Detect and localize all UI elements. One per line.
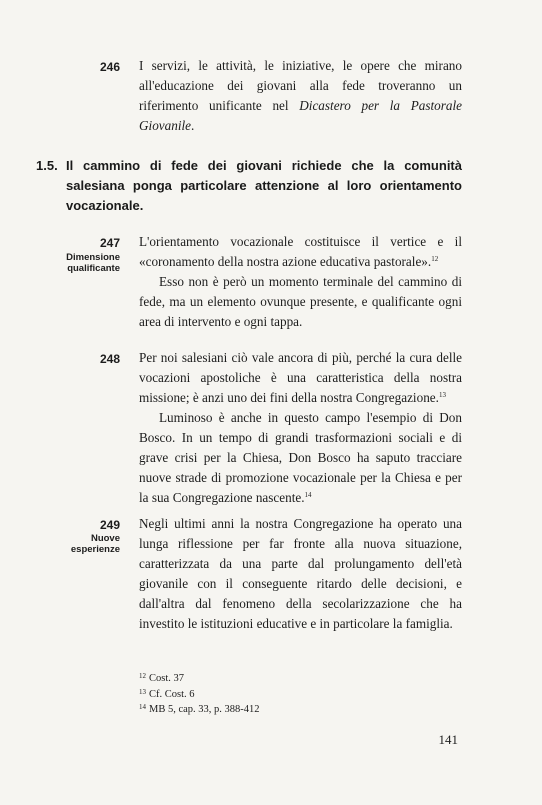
footnote-13 — [139, 686, 260, 702]
footnote-12 — [139, 670, 260, 686]
paragraph-246-italic: Dicastero per la Pastorale Giovanile — [139, 98, 463, 133]
paragraph-249 — [139, 514, 462, 634]
paragraph-246 — [139, 56, 462, 136]
footnote-14-text: MB 5, cap. 33, p. 388-412 — [149, 704, 260, 715]
paragraph-249-text1: Negli ultimi anni la nostra Congregazione ha operato una lunga riflessione per far fronte alla nuova situazione, caratterizzata da una parte dal prolungamento dell'età giovanile con il conseguente ritardo delle decisioni, e dall'altra dal fenomeno della secolarizzazione che ha investito le istituzioni educative e in particolare la famiglia. — [139, 516, 462, 631]
footnote-13-text: Cf. Cost. 6 — [149, 688, 195, 700]
section-number: 1.5. — [36, 158, 58, 173]
paragraph-number-247: 247 — [99, 236, 120, 250]
paragraph-246-end: . — [191, 118, 195, 133]
side-note-249-line1: Nuove — [90, 533, 120, 544]
paragraph-247 — [139, 232, 462, 332]
footnote-ref-14: 14 — [304, 491, 312, 499]
footnote-ref-13: 13 — [438, 391, 446, 399]
footnote-12-text: Cost. 37 — [149, 673, 185, 684]
paragraph-246-text: I servizi, le attività, le iniziative, le opere che mirano all'educazione dei giovani alla fede troveranno un riferimento unificante nel — [139, 58, 462, 113]
paragraph-number-248: 248 — [99, 352, 120, 366]
side-note-249 — [0, 533, 120, 555]
footnote-14-number: 14 — [139, 703, 146, 711]
section-title: Il cammino di fede dei giovani richiede che la comunità salesiana ponga particolare attenzione al loro orientamento vocazionale. — [66, 158, 462, 213]
side-note-247-line1: Dimensione — [66, 252, 120, 263]
side-note-247 — [0, 252, 120, 274]
footnote-12-number: 12 — [139, 672, 146, 680]
footnotes — [139, 670, 260, 717]
paragraph-248 — [139, 348, 462, 508]
section-heading — [36, 156, 462, 216]
footnote-ref-12: 12 — [431, 255, 439, 263]
footnote-14 — [139, 701, 260, 717]
footnote-13-number: 13 — [139, 687, 146, 696]
paragraph-number-246: 246 — [99, 60, 120, 74]
paragraph-number-249: 249 — [99, 518, 120, 532]
paragraph-247-text2: Esso non è però un momento terminale del cammino di fede, ma un elemento ovunque presente, e qualificante ogni area di intervento e ogni tappa. — [139, 274, 462, 329]
paragraph-248-text1: Per noi salesiani ciò vale ancora di più, perché la cura delle vocazioni apostoliche è una caratteristica della nostra missione; è anzi uno dei fini della nostra Congregazione. — [139, 350, 462, 405]
page-number: 141 — [438, 732, 458, 747]
paragraph-248-text2: Luminoso è anche in questo campo l'esempio di Don Bosco. In un tempo di grandi trasformazioni sociali e di grave crisi per la Chiesa, Don Bosco ha saputo tracciare nuove strade di promozione vocazionale per la Chiesa e per la sua Congregazione nascente. — [139, 410, 462, 505]
side-note-247-line2: qualificante — [67, 263, 120, 274]
side-note-249-line2: esperienze — [70, 544, 120, 555]
paragraph-247-text1: L'orientamento vocazionale costituisce il vertice e il «coronamento della nostra azione educativa pastorale». — [139, 234, 462, 269]
